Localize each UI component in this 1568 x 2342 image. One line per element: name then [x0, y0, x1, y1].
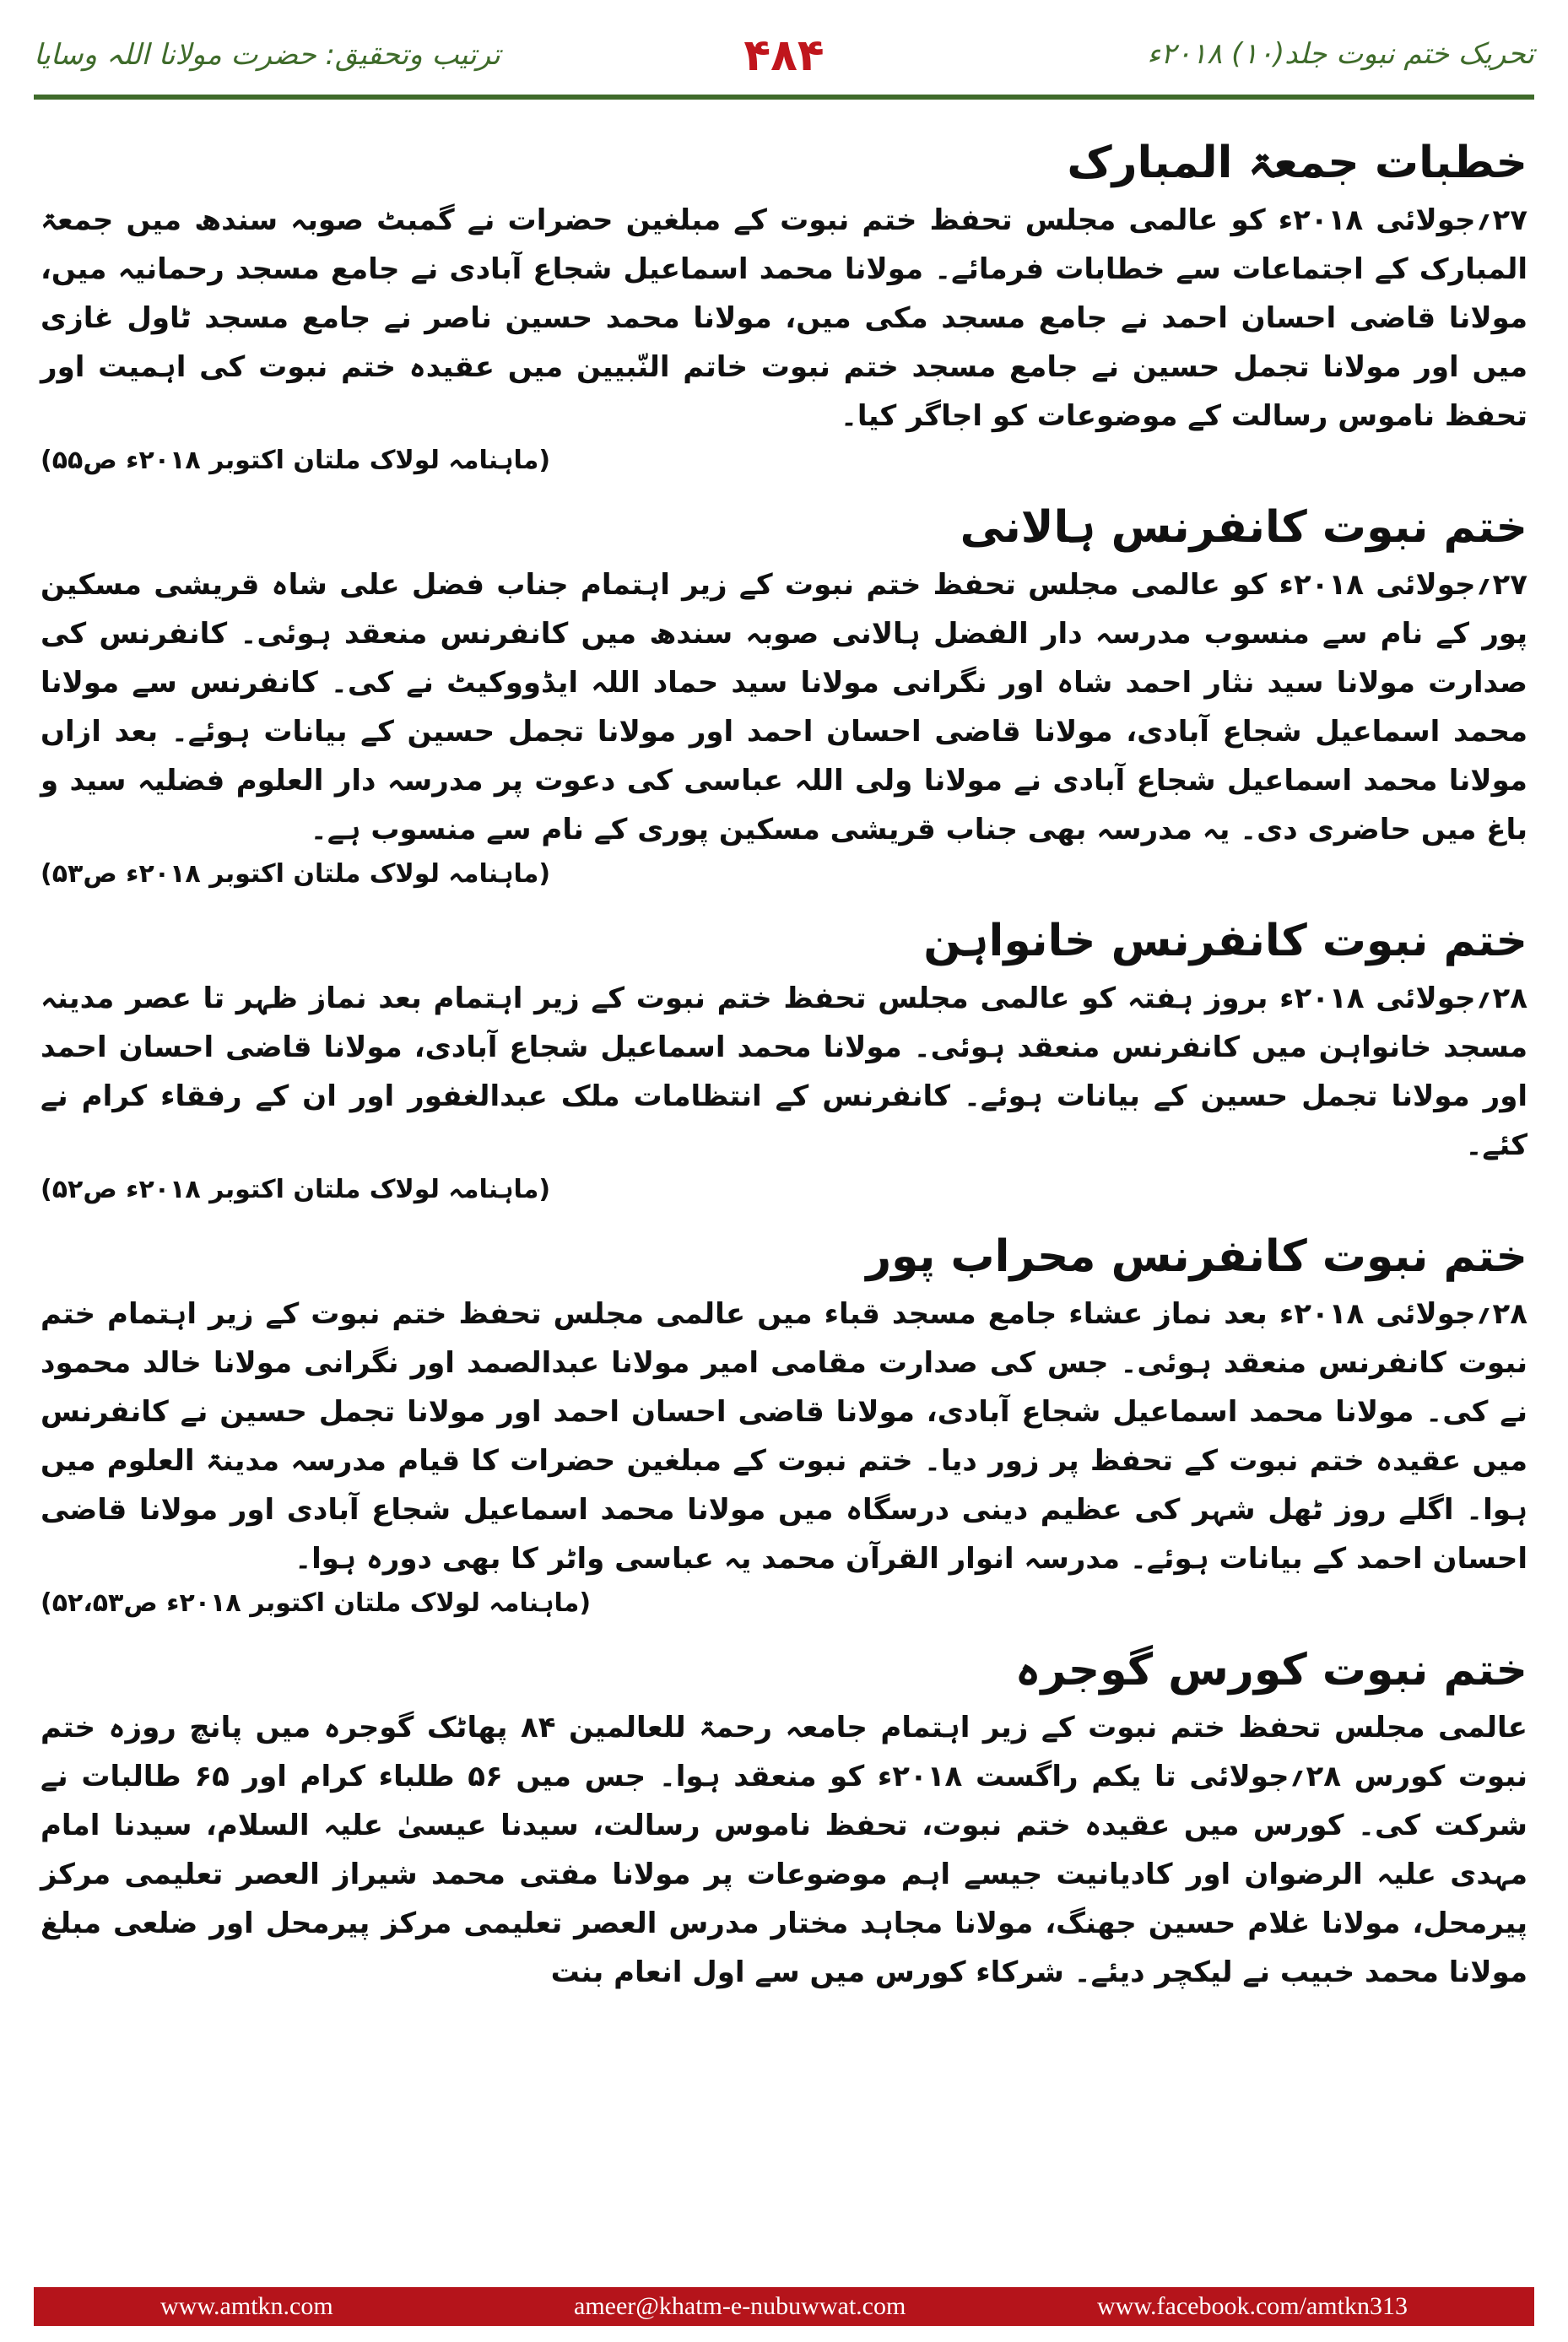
- footer-facebook-link[interactable]: www.facebook.com/amtkn313: [1097, 2292, 1408, 2320]
- section-jumma-khutbat: [41, 133, 1527, 481]
- footer-website-link[interactable]: www.amtkn.com: [160, 2292, 333, 2320]
- section-khanwahan-conference: [41, 911, 1527, 1210]
- section-halani-conference: [41, 498, 1527, 895]
- footer-email-link[interactable]: ameer@khatm-e-nubuwwat.com: [574, 2292, 906, 2320]
- header-divider: [34, 95, 1534, 100]
- section-heading: خطبات جمعۃ المبارک: [1067, 138, 1527, 188]
- page-body: [41, 127, 1527, 2014]
- header-compiler: ترتیب وتحقیق: حضرت مولانا اللہ وسایا: [34, 38, 500, 72]
- section-source: (ماہنامہ لولاک ملتان اکتوبر ۲۰۱۸ء ص۵۳): [41, 859, 551, 889]
- section-paragraph: عالمی مجلس تحفظ ختم نبوت کے زیر اہتمام جامعہ رحمۃ للعالمین ۸۴ پھاٹک گوجرہ میں پانچ روزہ ختم نبوت کورس ۲۸؍جولائی تا یکم راگست ۲۰۱۸ء کو منعقد ہوا۔ جس میں ۵۶ طلباء کرام اور ۶۵ طالبات نے شرکت کی۔ کورس میں عقیدہ ختم نبوت، تحفظ ناموس رسالت، سیدنا عیسیٰ علیہ السلام، سیدنا امام مہدی علیہ الرضوان اور کادیانیت جیسے اہم موضوعات پر مولانا مفتی محمد شیراز العصر تعلیمی مرکز پیرمحل، مولانا غلام حسین جھنگ، مولانا مجاہد مختار مدرس العصر تعلیمی مرکز پیرمحل اور ضلعی مبلغ مولانا محمد خبیب نے لیکچر دیئے۔ شرکاء کورس میں سے اول انعام بنت: [41, 1711, 1527, 1989]
- section-paragraph: ۲۷؍جولائی ۲۰۱۸ء کو عالمی مجلس تحفظ ختم نبوت کے مبلغین حضرات نے گمبٹ صوبہ سندھ میں جمعۃ المبارک کے اجتماعات سے خطابات فرمائے۔ مولانا محمد اسماعیل شجاع آبادی نے جامع مسجد رحمانیہ میں، مولانا قاضی احسان احمد نے جامع مسجد مکی میں، مولانا محمد حسین ناصر نے جامع مسجد ٹاول غازی میں اور مولانا تجمل حسین نے جامع مسجد ختم نبوت خاتم النّبیین میں عقیدہ ختم نبوت کی اہمیت اور تحفظ ناموس رسالت کے موضوعات کو اجاگر کیا۔: [41, 203, 1527, 433]
- section-mehrabpur-conference: [41, 1227, 1527, 1624]
- section-heading: ختم نبوت کورس گوجرہ: [1014, 1645, 1527, 1696]
- section-source: (ماہنامہ لولاک ملتان اکتوبر ۲۰۱۸ء ص۵۲،۵۳): [41, 1588, 592, 1618]
- section-paragraph: ۲۸؍جولائی ۲۰۱۸ء بروز ہفتہ کو عالمی مجلس تحفظ ختم نبوت کے زیر اہتمام بعد نماز ظہر تا عصر مدینہ مسجد خانواہن میں کانفرنس منعقد ہوئی۔ مولانا محمد اسماعیل شجاع آبادی، مولانا قاضی احسان احمد اور مولانا تجمل حسین کے بیانات ہوئے۔ کانفرنس کے انتظامات ملک عبدالغفور اور ان کے رفقاء کرام نے کئے۔: [41, 982, 1527, 1162]
- section-heading: ختم نبوت کانفرنس محراب پور: [866, 1231, 1527, 1282]
- section-paragraph: ۲۸؍جولائی ۲۰۱۸ء بعد نماز عشاء جامع مسجد قباء میں عالمی مجلس تحفظ ختم نبوت کے زیر اہتمام ختم نبوت کانفرنس منعقد ہوئی۔ جس کی صدارت مقامی امیر مولانا عبدالصمد اور نگرانی مولانا خالد محمود نے کی۔ مولانا محمد اسماعیل شجاع آبادی، مولانا قاضی احسان احمد اور مولانا تجمل حسین نے کانفرنس میں عقیدہ ختم نبوت کے تحفظ پر زور دیا۔ ختم نبوت کے مبلغین حضرات کا قیام مدرسہ مدینۃ العلوم میں ہوا۔ اگلے روز ٹھل شہر کی عظیم دینی درسگاہ میں مولانا محمد اسماعیل شجاع آبادی اور مولانا قاضی احسان احمد کے بیانات ہوئے۔ مدرسہ انوار القرآن محمد یہ عباسی واٹر کا بھی دورہ ہوا۔: [41, 1297, 1527, 1576]
- page-header: [34, 30, 1534, 89]
- section-gojra-course: [41, 1641, 1527, 1997]
- section-heading: ختم نبوت کانفرنس ہالانی: [960, 502, 1527, 553]
- section-source: (ماہنامہ لولاک ملتان اکتوبر ۲۰۱۸ء ص۵۵): [41, 446, 551, 475]
- section-source: (ماہنامہ لولاک ملتان اکتوبر ۲۰۱۸ء ص۵۲): [41, 1175, 551, 1204]
- page-number: ۴۸۴: [743, 30, 825, 81]
- section-heading: ختم نبوت کانفرنس خانواہن: [923, 916, 1527, 966]
- section-paragraph: ۲۷؍جولائی ۲۰۱۸ء کو عالمی مجلس تحفظ ختم نبوت کے زیر اہتمام جناب فضل علی شاہ قریشی مسکین پور کے نام سے منسوب مدرسہ دار الفضل ہالانی صوبہ سندھ میں کانفرنس منعقد ہوئی۔ کانفرنس کی صدارت مولانا سید نثار احمد شاہ اور نگرانی مولانا سید حماد اللہ ایڈووکیٹ نے کی۔ کانفرنس سے مولانا محمد اسماعیل شجاع آبادی، مولانا قاضی احسان احمد اور مولانا تجمل حسین کے بیانات ہوئے۔ بعد ازاں مولانا محمد اسماعیل شجاع آبادی نے مولانا ولی اللہ عباسی کی دعوت پر مدرسہ دار العلوم فضلیہ سید و باغ میں حاضری دی۔ یہ مدرسہ بھی جناب قریشی مسکین پوری کے نام سے منسوب ہے۔: [41, 568, 1527, 846]
- page-footer: [34, 2287, 1534, 2326]
- header-book-title: تحریک ختم نبوت جلد(۱۰) ۲۰۱۸ء: [1147, 37, 1534, 71]
